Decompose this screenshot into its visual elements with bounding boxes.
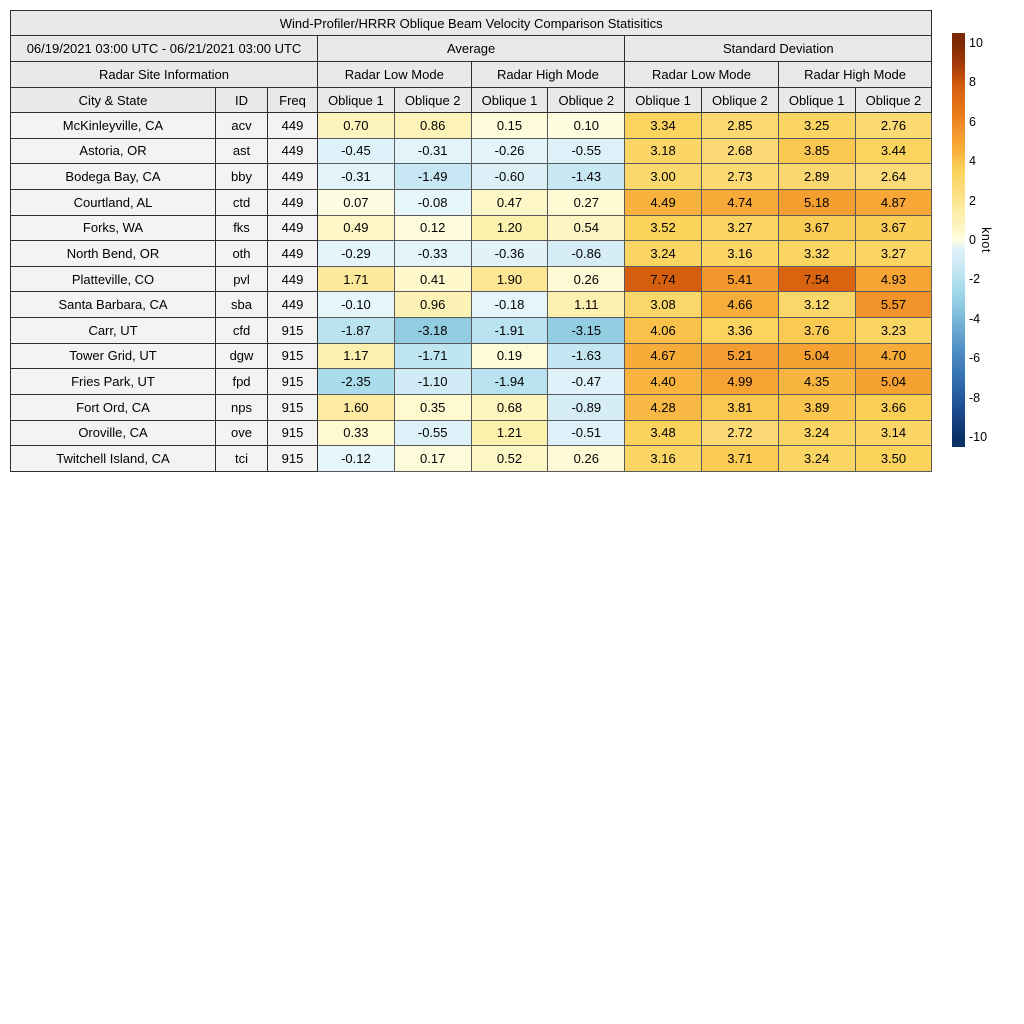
freq-cell: 915 bbox=[268, 420, 318, 446]
value-cell: 2.89 bbox=[778, 164, 855, 190]
value-cell: 4.66 bbox=[701, 292, 778, 318]
site-info-header: Radar Site Information bbox=[11, 62, 318, 88]
value-cell: 3.24 bbox=[778, 420, 855, 446]
value-cell: 2.73 bbox=[701, 164, 778, 190]
oblique2-header: Oblique 2 bbox=[394, 88, 471, 113]
value-cell: 3.67 bbox=[778, 215, 855, 241]
value-cell: 2.64 bbox=[855, 164, 932, 190]
value-cell: 3.85 bbox=[778, 138, 855, 164]
table-row bbox=[11, 394, 932, 420]
value-cell: 4.74 bbox=[701, 189, 778, 215]
city-cell: Tower Grid, UT bbox=[11, 343, 216, 369]
oblique1-header: Oblique 1 bbox=[778, 88, 855, 113]
value-cell: -1.87 bbox=[318, 318, 395, 344]
avg-low-mode-header: Radar Low Mode bbox=[318, 62, 472, 88]
value-cell: -1.63 bbox=[548, 343, 625, 369]
value-cell: 2.85 bbox=[701, 113, 778, 139]
column-header-row bbox=[11, 88, 932, 113]
table-row bbox=[11, 241, 932, 267]
value-cell: 3.67 bbox=[855, 215, 932, 241]
value-cell: 3.52 bbox=[625, 215, 702, 241]
colorbar-tick-label: 2 bbox=[969, 193, 976, 208]
city-cell: Bodega Bay, CA bbox=[11, 164, 216, 190]
value-cell: 3.66 bbox=[855, 394, 932, 420]
value-cell: 0.12 bbox=[394, 215, 471, 241]
value-cell: -0.51 bbox=[548, 420, 625, 446]
value-cell: -0.18 bbox=[471, 292, 548, 318]
value-cell: 0.17 bbox=[394, 446, 471, 472]
value-cell: -0.55 bbox=[548, 138, 625, 164]
value-cell: 0.19 bbox=[471, 343, 548, 369]
group-row-1 bbox=[11, 36, 932, 62]
value-cell: 0.07 bbox=[318, 189, 395, 215]
table-row bbox=[11, 369, 932, 395]
value-cell: 3.48 bbox=[625, 420, 702, 446]
value-cell: 3.24 bbox=[778, 446, 855, 472]
oblique2-header: Oblique 2 bbox=[701, 88, 778, 113]
value-cell: -1.43 bbox=[548, 164, 625, 190]
value-cell: 0.47 bbox=[471, 189, 548, 215]
city-cell: Fort Ord, CA bbox=[11, 394, 216, 420]
value-cell: 4.67 bbox=[625, 343, 702, 369]
value-cell: 4.49 bbox=[625, 189, 702, 215]
value-cell: 5.04 bbox=[855, 369, 932, 395]
id-header: ID bbox=[216, 88, 268, 113]
freq-cell: 449 bbox=[268, 138, 318, 164]
value-cell: 3.27 bbox=[701, 215, 778, 241]
freq-cell: 915 bbox=[268, 343, 318, 369]
value-cell: 3.23 bbox=[855, 318, 932, 344]
value-cell: 4.35 bbox=[778, 369, 855, 395]
value-cell: 3.71 bbox=[701, 446, 778, 472]
colorbar-tick-label: 6 bbox=[969, 114, 976, 129]
value-cell: -0.36 bbox=[471, 241, 548, 267]
value-cell: -0.45 bbox=[318, 138, 395, 164]
value-cell: 1.11 bbox=[548, 292, 625, 318]
colorbar bbox=[952, 33, 1022, 447]
oblique2-header: Oblique 2 bbox=[855, 88, 932, 113]
oblique2-header: Oblique 2 bbox=[548, 88, 625, 113]
colorbar-tick-label: -4 bbox=[969, 311, 981, 326]
colorbar-tick-label: -2 bbox=[969, 272, 981, 287]
value-cell: 4.99 bbox=[701, 369, 778, 395]
value-cell: 4.06 bbox=[625, 318, 702, 344]
colorbar-tick-label: -8 bbox=[969, 390, 981, 405]
freq-cell: 449 bbox=[268, 189, 318, 215]
value-cell: -1.91 bbox=[471, 318, 548, 344]
value-cell: 3.24 bbox=[625, 241, 702, 267]
value-cell: -0.86 bbox=[548, 241, 625, 267]
table-row bbox=[11, 318, 932, 344]
table-row bbox=[11, 343, 932, 369]
value-cell: 3.14 bbox=[855, 420, 932, 446]
value-cell: 2.68 bbox=[701, 138, 778, 164]
value-cell: 5.18 bbox=[778, 189, 855, 215]
value-cell: 0.96 bbox=[394, 292, 471, 318]
value-cell: 1.20 bbox=[471, 215, 548, 241]
value-cell: 0.86 bbox=[394, 113, 471, 139]
freq-cell: 915 bbox=[268, 318, 318, 344]
table-title: Wind-Profiler/HRRR Oblique Beam Velocity Comparison Statisitics bbox=[11, 11, 932, 36]
value-cell: 4.70 bbox=[855, 343, 932, 369]
freq-cell: 449 bbox=[268, 113, 318, 139]
site-id-cell: ast bbox=[216, 138, 268, 164]
value-cell: 0.15 bbox=[471, 113, 548, 139]
city-cell: Astoria, OR bbox=[11, 138, 216, 164]
city-cell: North Bend, OR bbox=[11, 241, 216, 267]
value-cell: -1.10 bbox=[394, 369, 471, 395]
value-cell: -3.15 bbox=[548, 318, 625, 344]
table-row bbox=[11, 215, 932, 241]
city-cell: Forks, WA bbox=[11, 215, 216, 241]
average-group-header: Average bbox=[318, 36, 625, 62]
site-id-cell: oth bbox=[216, 241, 268, 267]
value-cell: -0.31 bbox=[394, 138, 471, 164]
freq-cell: 449 bbox=[268, 292, 318, 318]
value-cell: 5.57 bbox=[855, 292, 932, 318]
value-cell: 2.76 bbox=[855, 113, 932, 139]
freq-cell: 449 bbox=[268, 215, 318, 241]
city-cell: Platteville, CO bbox=[11, 266, 216, 292]
site-id-cell: cfd bbox=[216, 318, 268, 344]
group-row-2 bbox=[11, 62, 932, 88]
value-cell: -0.47 bbox=[548, 369, 625, 395]
value-cell: -0.12 bbox=[318, 446, 395, 472]
city-cell: Oroville, CA bbox=[11, 420, 216, 446]
oblique1-header: Oblique 1 bbox=[471, 88, 548, 113]
city-cell: Fries Park, UT bbox=[11, 369, 216, 395]
colorbar-tick-label: 0 bbox=[969, 233, 976, 247]
value-cell: 5.21 bbox=[701, 343, 778, 369]
value-cell: 3.44 bbox=[855, 138, 932, 164]
colorbar-gradient bbox=[952, 33, 965, 447]
freq-cell: 915 bbox=[268, 446, 318, 472]
value-cell: 1.60 bbox=[318, 394, 395, 420]
value-cell: 3.32 bbox=[778, 241, 855, 267]
value-cell: 0.33 bbox=[318, 420, 395, 446]
colorbar-tick-label: 4 bbox=[969, 154, 976, 169]
city-cell: Carr, UT bbox=[11, 318, 216, 344]
site-id-cell: tci bbox=[216, 446, 268, 472]
value-cell: 3.16 bbox=[625, 446, 702, 472]
value-cell: 0.26 bbox=[548, 266, 625, 292]
value-cell: 0.70 bbox=[318, 113, 395, 139]
std-high-mode-header: Radar High Mode bbox=[778, 62, 932, 88]
value-cell: 5.41 bbox=[701, 266, 778, 292]
freq-cell: 449 bbox=[268, 164, 318, 190]
value-cell: 3.50 bbox=[855, 446, 932, 472]
value-cell: 3.34 bbox=[625, 113, 702, 139]
value-cell: 0.27 bbox=[548, 189, 625, 215]
value-cell: 0.41 bbox=[394, 266, 471, 292]
site-id-cell: sba bbox=[216, 292, 268, 318]
site-id-cell: nps bbox=[216, 394, 268, 420]
value-cell: 4.87 bbox=[855, 189, 932, 215]
table-row bbox=[11, 292, 932, 318]
site-id-cell: acv bbox=[216, 113, 268, 139]
std-low-mode-header: Radar Low Mode bbox=[625, 62, 779, 88]
city-cell: Santa Barbara, CA bbox=[11, 292, 216, 318]
table-body bbox=[11, 113, 932, 472]
value-cell: -1.94 bbox=[471, 369, 548, 395]
value-cell: 3.25 bbox=[778, 113, 855, 139]
value-cell: -3.18 bbox=[394, 318, 471, 344]
table-row bbox=[11, 266, 932, 292]
value-cell: 2.72 bbox=[701, 420, 778, 446]
site-id-cell: dgw bbox=[216, 343, 268, 369]
value-cell: 3.27 bbox=[855, 241, 932, 267]
table-row bbox=[11, 164, 932, 190]
statistics-table bbox=[10, 10, 932, 472]
value-cell: 5.04 bbox=[778, 343, 855, 369]
freq-cell: 449 bbox=[268, 241, 318, 267]
city-cell: Courtland, AL bbox=[11, 189, 216, 215]
table-row bbox=[11, 138, 932, 164]
site-id-cell: fpd bbox=[216, 369, 268, 395]
freq-cell: 449 bbox=[268, 266, 318, 292]
oblique1-header: Oblique 1 bbox=[318, 88, 395, 113]
colorbar-tick-label: 8 bbox=[969, 75, 976, 90]
table-row bbox=[11, 189, 932, 215]
value-cell: 1.71 bbox=[318, 266, 395, 292]
value-cell: 1.21 bbox=[471, 420, 548, 446]
city-cell: McKinleyville, CA bbox=[11, 113, 216, 139]
oblique1-header: Oblique 1 bbox=[625, 88, 702, 113]
value-cell: 1.90 bbox=[471, 266, 548, 292]
period-label: 06/19/2021 03:00 UTC - 06/21/2021 03:00 UTC bbox=[11, 36, 318, 62]
colorbar-tick-label: 10 bbox=[969, 35, 983, 50]
freq-cell: 915 bbox=[268, 394, 318, 420]
value-cell: 0.35 bbox=[394, 394, 471, 420]
freq-cell: 915 bbox=[268, 369, 318, 395]
value-cell: 0.54 bbox=[548, 215, 625, 241]
stddev-group-header: Standard Deviation bbox=[625, 36, 932, 62]
city-cell: Twitchell Island, CA bbox=[11, 446, 216, 472]
city-state-header: City & State bbox=[11, 88, 216, 113]
value-cell: 0.52 bbox=[471, 446, 548, 472]
value-cell: 7.54 bbox=[778, 266, 855, 292]
value-cell: 0.49 bbox=[318, 215, 395, 241]
colorbar-tick-label: -10 bbox=[969, 430, 988, 445]
value-cell: 3.00 bbox=[625, 164, 702, 190]
value-cell: 3.18 bbox=[625, 138, 702, 164]
value-cell: -0.26 bbox=[471, 138, 548, 164]
value-cell: -0.60 bbox=[471, 164, 548, 190]
title-row bbox=[11, 11, 932, 36]
value-cell: 4.28 bbox=[625, 394, 702, 420]
value-cell: 0.26 bbox=[548, 446, 625, 472]
freq-header: Freq bbox=[268, 88, 318, 113]
value-cell: 1.17 bbox=[318, 343, 395, 369]
site-id-cell: bby bbox=[216, 164, 268, 190]
value-cell: -0.08 bbox=[394, 189, 471, 215]
value-cell: -0.33 bbox=[394, 241, 471, 267]
value-cell: -0.55 bbox=[394, 420, 471, 446]
value-cell: 3.89 bbox=[778, 394, 855, 420]
avg-high-mode-header: Radar High Mode bbox=[471, 62, 625, 88]
site-id-cell: ove bbox=[216, 420, 268, 446]
value-cell: -0.31 bbox=[318, 164, 395, 190]
value-cell: 3.36 bbox=[701, 318, 778, 344]
value-cell: 0.68 bbox=[471, 394, 548, 420]
colorbar-unit-label: knot bbox=[979, 227, 993, 253]
table-row bbox=[11, 420, 932, 446]
value-cell: -0.10 bbox=[318, 292, 395, 318]
table-row bbox=[11, 113, 932, 139]
site-id-cell: ctd bbox=[216, 189, 268, 215]
value-cell: -0.89 bbox=[548, 394, 625, 420]
value-cell: 3.81 bbox=[701, 394, 778, 420]
value-cell: 7.74 bbox=[625, 266, 702, 292]
table-row bbox=[11, 446, 932, 472]
value-cell: 4.40 bbox=[625, 369, 702, 395]
value-cell: 4.93 bbox=[855, 266, 932, 292]
site-id-cell: pvl bbox=[216, 266, 268, 292]
value-cell: 3.16 bbox=[701, 241, 778, 267]
value-cell: -1.71 bbox=[394, 343, 471, 369]
value-cell: -2.35 bbox=[318, 369, 395, 395]
value-cell: 3.76 bbox=[778, 318, 855, 344]
value-cell: 0.10 bbox=[548, 113, 625, 139]
value-cell: -1.49 bbox=[394, 164, 471, 190]
site-id-cell: fks bbox=[216, 215, 268, 241]
value-cell: -0.29 bbox=[318, 241, 395, 267]
value-cell: 3.12 bbox=[778, 292, 855, 318]
value-cell: 3.08 bbox=[625, 292, 702, 318]
colorbar-tick-label: -6 bbox=[969, 351, 981, 366]
